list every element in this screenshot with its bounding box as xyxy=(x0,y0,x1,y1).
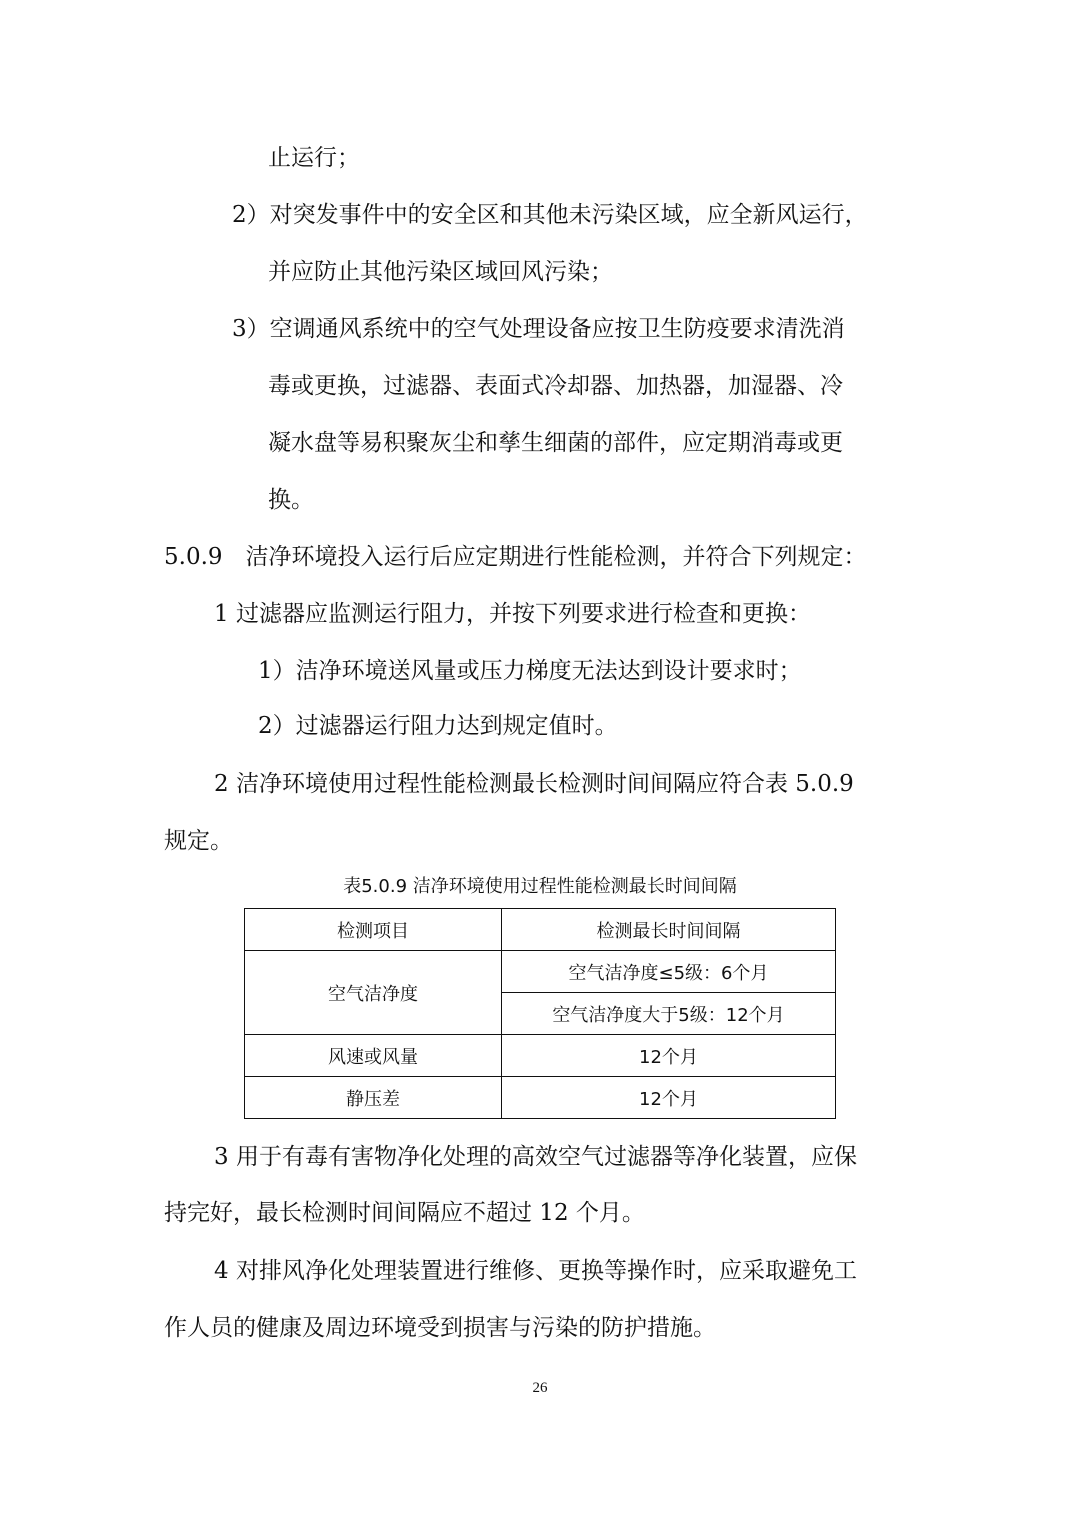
text-line: 1 过滤器应监测运行阻力，并按下列要求进行检查和更换： xyxy=(214,601,811,627)
text-line: 2 洁净环境使用过程性能检测最长检测时间间隔应符合表 5.0.9 xyxy=(214,771,854,797)
text-line: 持完好，最长检测时间间隔应不超过 12 个月。 xyxy=(164,1200,645,1226)
table-row xyxy=(245,951,836,993)
text-line: 4 对排风净化处理装置进行维修、更换等操作时，应采取避免工 xyxy=(214,1258,857,1284)
text-line: 3）空调通风系统中的空气处理设备应按卫生防疫要求清洗消 xyxy=(232,316,845,342)
table-cell-value: 空气洁净度大于5级：12个月 xyxy=(502,993,836,1035)
text-line: 2）对突发事件中的安全区和其他未污染区域，应全新风运行， xyxy=(232,202,868,228)
text-line: 作人员的健康及周边环境受到损害与污染的防护措施。 xyxy=(164,1315,716,1341)
text-line: 2）过滤器运行阻力达到规定值时。 xyxy=(258,713,618,739)
table-row xyxy=(245,1077,836,1119)
table-cell-item: 静压差 xyxy=(245,1077,502,1119)
text-line: 并应防止其他污染区域回风污染； xyxy=(268,259,613,285)
text-line: 换。 xyxy=(268,487,314,513)
text-line: 3 用于有毒有害物净化处理的高效空气过滤器等净化装置，应保 xyxy=(214,1144,857,1170)
table-header-cell: 检测最长时间间隔 xyxy=(502,909,836,951)
table-cell-item: 风速或风量 xyxy=(245,1035,502,1077)
table-row xyxy=(245,1035,836,1077)
text-line: 凝水盘等易积聚灰尘和孳生细菌的部件，应定期消毒或更 xyxy=(268,430,843,456)
text-line: 毒或更换，过滤器、表面式冷却器、加热器，加湿器、冷 xyxy=(268,373,843,399)
clause-heading: 5.0.9 洁净环境投入运行后应定期进行性能检测，并符合下列规定： xyxy=(164,544,867,570)
table-header-cell: 检测项目 xyxy=(245,909,502,951)
text-line: 规定。 xyxy=(164,828,233,854)
table-cell-item: 空气洁净度 xyxy=(245,951,502,1035)
table-cell-value: 12个月 xyxy=(502,1035,836,1077)
table-cell-value: 空气洁净度≤5级：6个月 xyxy=(502,951,836,993)
page-number: 26 xyxy=(532,1380,548,1396)
text-line: 止运行； xyxy=(268,145,360,171)
text-line: 1）洁净环境送风量或压力梯度无法达到设计要求时； xyxy=(258,658,802,684)
table-cell-value: 12个月 xyxy=(502,1077,836,1119)
inspection-interval-table xyxy=(244,908,836,1119)
table-header-row xyxy=(245,909,836,951)
table-caption: 表5.0.9 洁净环境使用过程性能检测最长时间间隔 xyxy=(343,876,737,897)
